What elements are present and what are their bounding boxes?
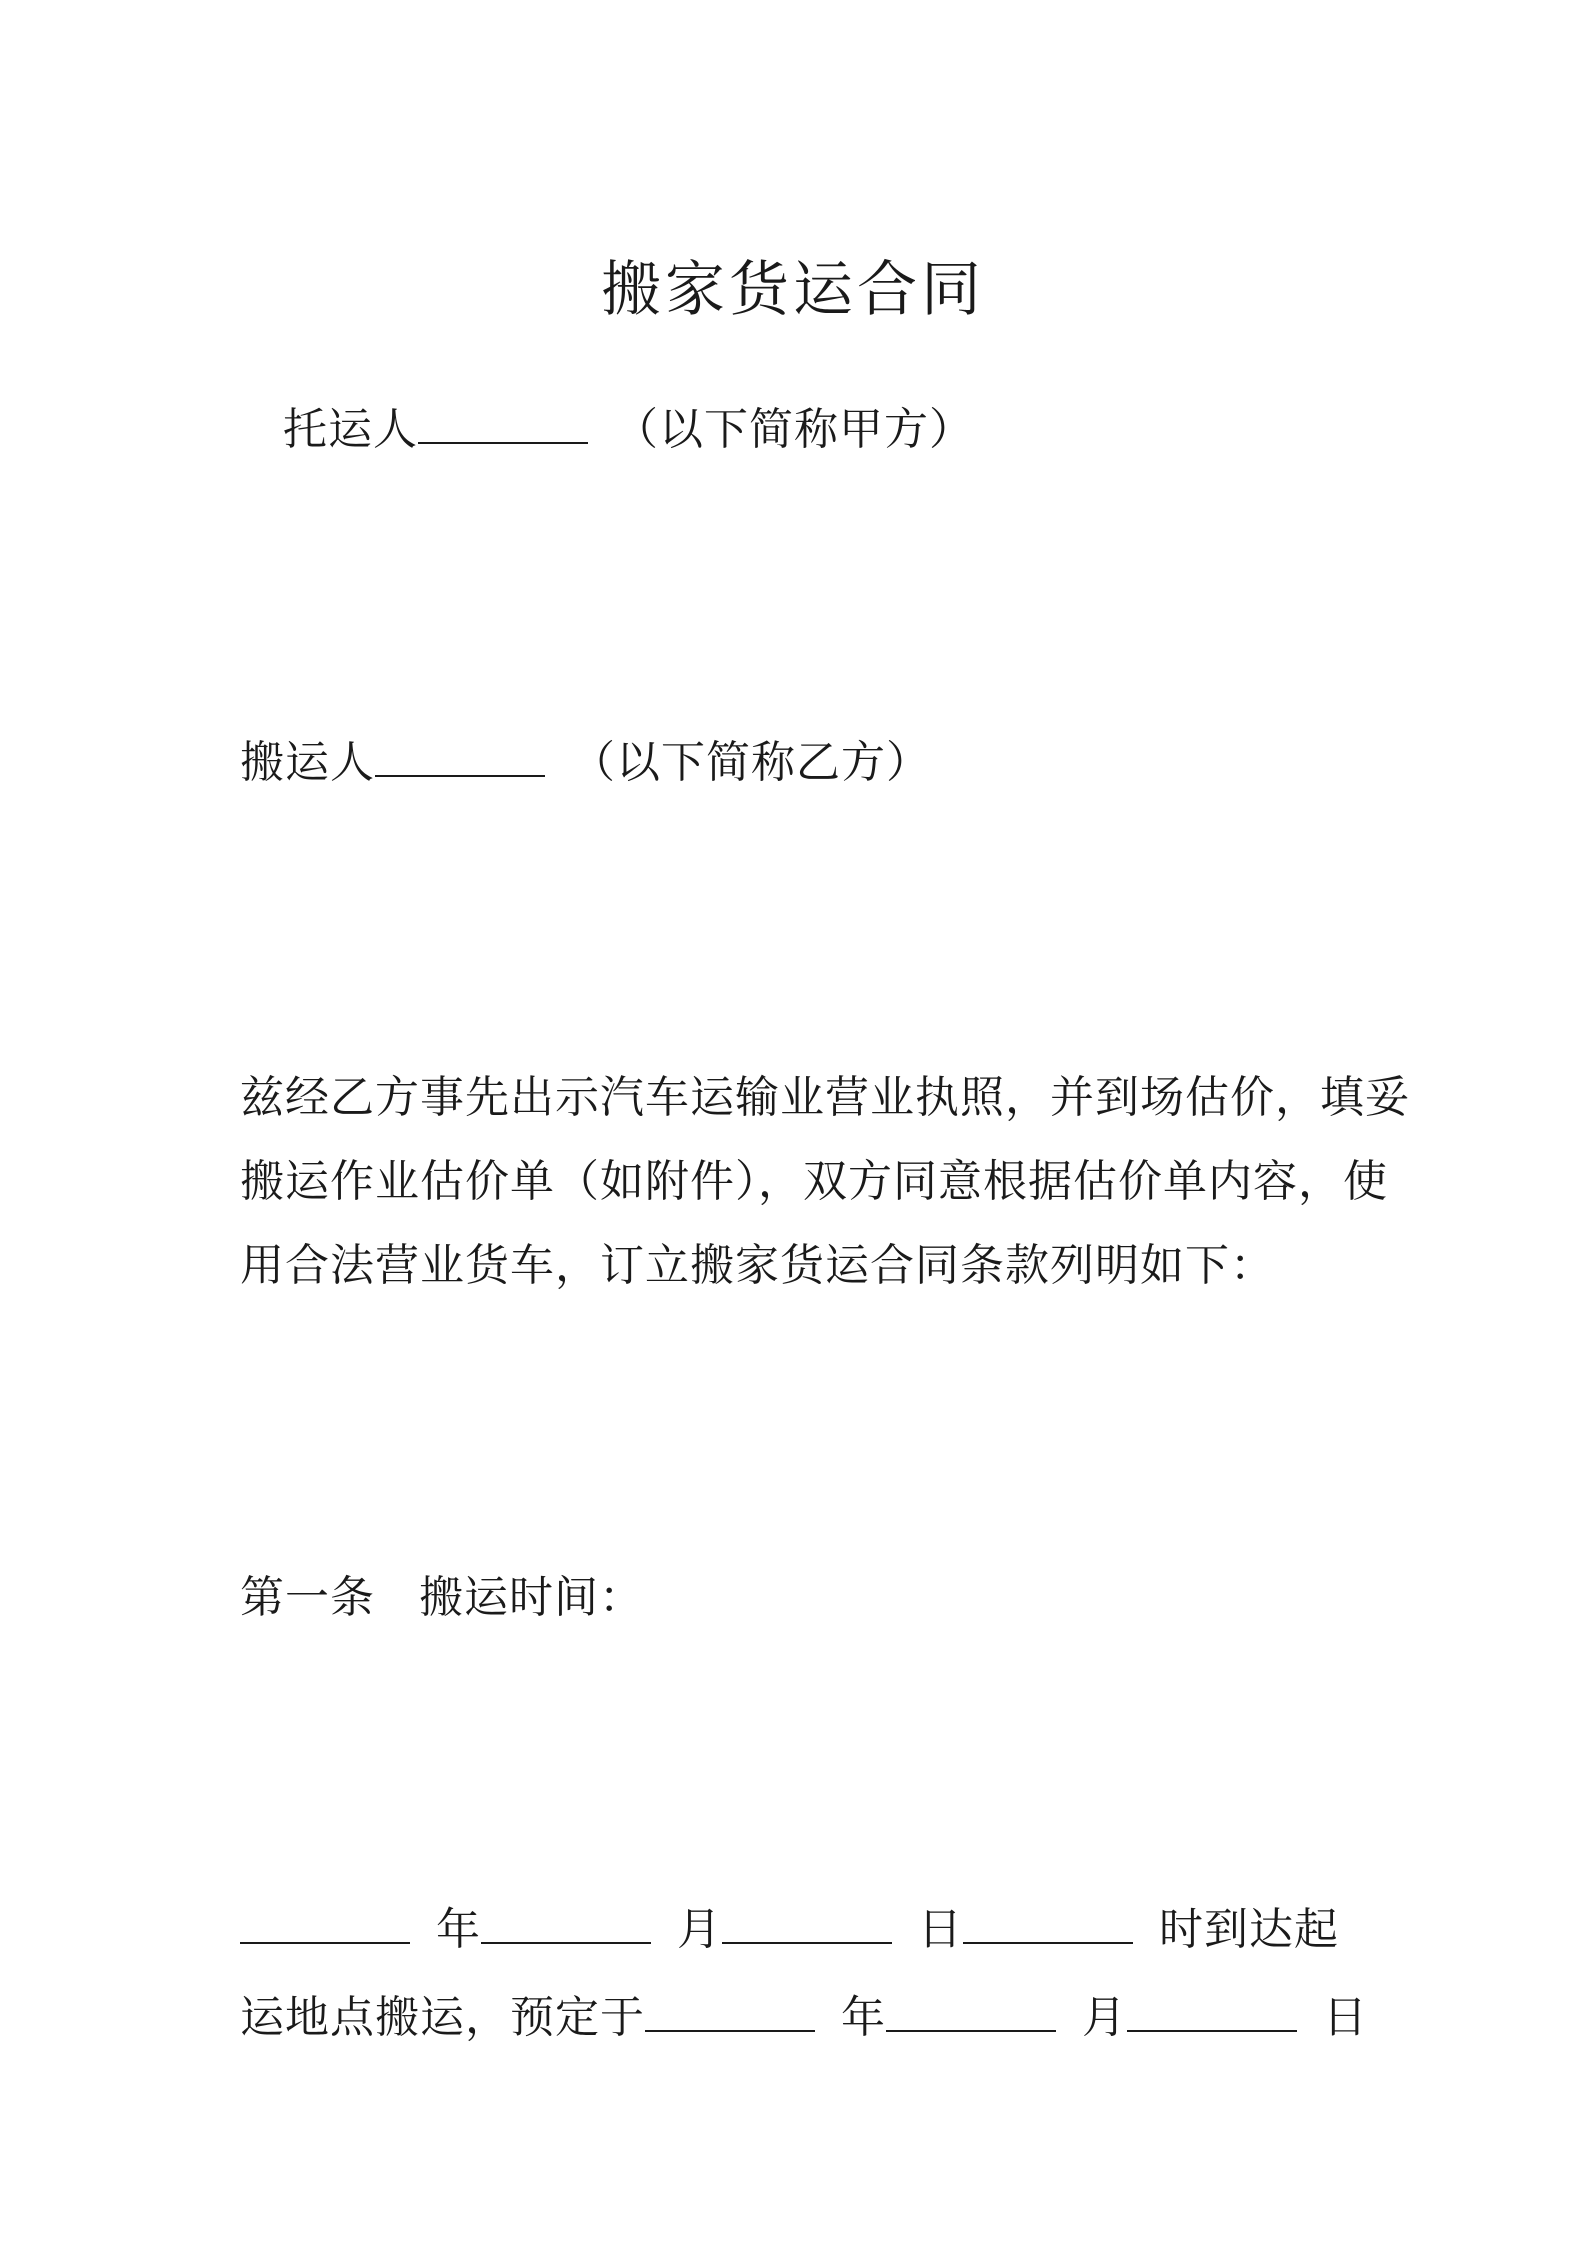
carrier-label: 搬运人 xyxy=(240,737,375,788)
scheduled-day-blank[interactable] xyxy=(1127,1990,1297,2032)
shipper-blank[interactable] xyxy=(418,402,588,444)
arrival-month-unit: 月 xyxy=(677,1904,722,1955)
arrival-year-unit: 年 xyxy=(436,1904,481,1955)
scheduled-year-blank[interactable] xyxy=(645,1990,815,2032)
scheduled-month-unit: 月 xyxy=(1082,1992,1127,2043)
article-1-title: 搬运时间： xyxy=(419,1572,644,1623)
arrival-month-blank[interactable] xyxy=(481,1902,651,1944)
arrival-day-unit: 日 xyxy=(918,1904,963,1955)
scheduled-time-line xyxy=(240,1988,1368,2048)
preamble-line-2: 搬运作业估价单（如附件），双方同意根据估价单内容，使 xyxy=(240,1156,1388,1207)
scheduled-prefix: 运地点搬运，预定于 xyxy=(240,1992,645,2043)
arrival-hour-blank[interactable] xyxy=(963,1902,1133,1944)
carrier-line xyxy=(240,733,931,793)
shipper-label: 托运人 xyxy=(283,404,418,455)
shipper-line xyxy=(283,400,974,460)
shipper-note: （以下简称甲方） xyxy=(614,404,974,455)
arrival-year-blank[interactable] xyxy=(240,1902,410,1944)
carrier-note: （以下简称乙方） xyxy=(571,737,931,788)
scheduled-year-unit: 年 xyxy=(841,1992,886,2043)
document-title: 搬家货运合同 xyxy=(601,255,985,325)
arrival-day-blank[interactable] xyxy=(722,1902,892,1944)
scheduled-month-blank[interactable] xyxy=(886,1990,1056,2032)
preamble-line-1: 兹经乙方事先出示汽车运输业营业执照，并到场估价，填妥 xyxy=(240,1072,1410,1123)
carrier-blank[interactable] xyxy=(375,735,545,777)
article-1-number: 第一条 xyxy=(240,1572,375,1623)
article-1-heading xyxy=(240,1568,644,1628)
arrival-text: 时到达起 xyxy=(1159,1904,1339,1955)
preamble-line-3: 用合法营业货车，订立搬家货运合同条款列明如下： xyxy=(240,1240,1275,1291)
arrival-time-line xyxy=(240,1900,1339,1960)
scheduled-day-unit: 日 xyxy=(1323,1992,1368,2043)
